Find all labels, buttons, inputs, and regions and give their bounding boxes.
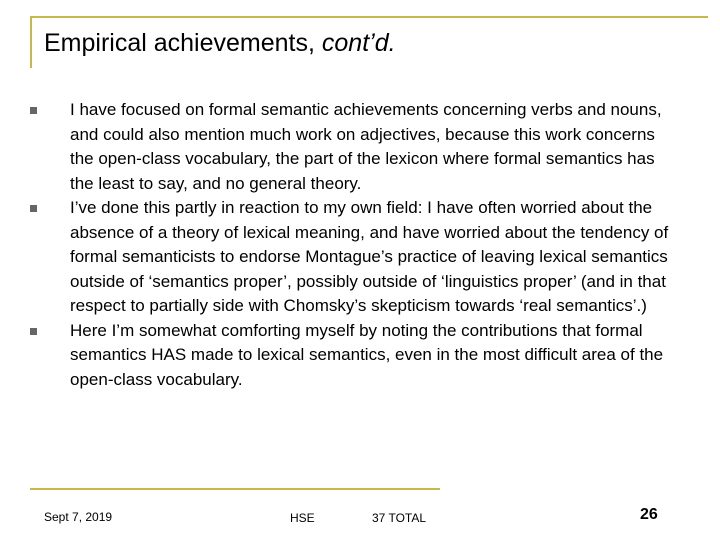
slide-title-main: Empirical achievements,: [44, 29, 322, 57]
square-bullet-icon: [30, 328, 37, 335]
bullet-list: [30, 98, 680, 392]
slide-title-italic: cont’d.: [321, 29, 396, 57]
bullet-item: [30, 98, 680, 196]
bullet-item: [30, 319, 680, 393]
footer-total: 37 TOTAL: [372, 511, 427, 525]
title-frame-top: [30, 16, 708, 18]
slide-title: [44, 28, 396, 58]
footer-date: Sept 7, 2019: [44, 510, 113, 524]
bullet-text: Here I’m somewhat comforting myself by noting the contributions that formal semantics HAS made to lexical semantics, even in the most difficult area of the open-class vocabulary.: [70, 320, 664, 389]
square-bullet-icon: [30, 205, 37, 212]
square-bullet-icon: [30, 107, 37, 114]
footer-rule: [30, 488, 440, 490]
bullet-text: I’ve done this partly in reaction to my own field: I have often worried about the absence of a theory of lexical meaning, and have worried about the tendency of formal semanticists to endorse Montague’s practice of leaving lexical semantics outside of ‘semantics proper’, possibly outside of ‘linguistics proper’ (and in that respect to partially side with Chomsky’s skepticism towards ‘real semantics’.): [70, 198, 669, 315]
footer-org: HSE: [290, 511, 315, 525]
bullet-text: I have focused on formal semantic achievements concerning verbs and nouns, and could also mention much work on adjectives, because this work concerns the open-class vocabulary, the part of the lexicon where formal semantics has the least to say, and no general theory.: [70, 100, 662, 193]
bullet-item: [30, 196, 680, 319]
page-number: 26: [640, 506, 658, 523]
title-frame-left: [30, 16, 32, 68]
